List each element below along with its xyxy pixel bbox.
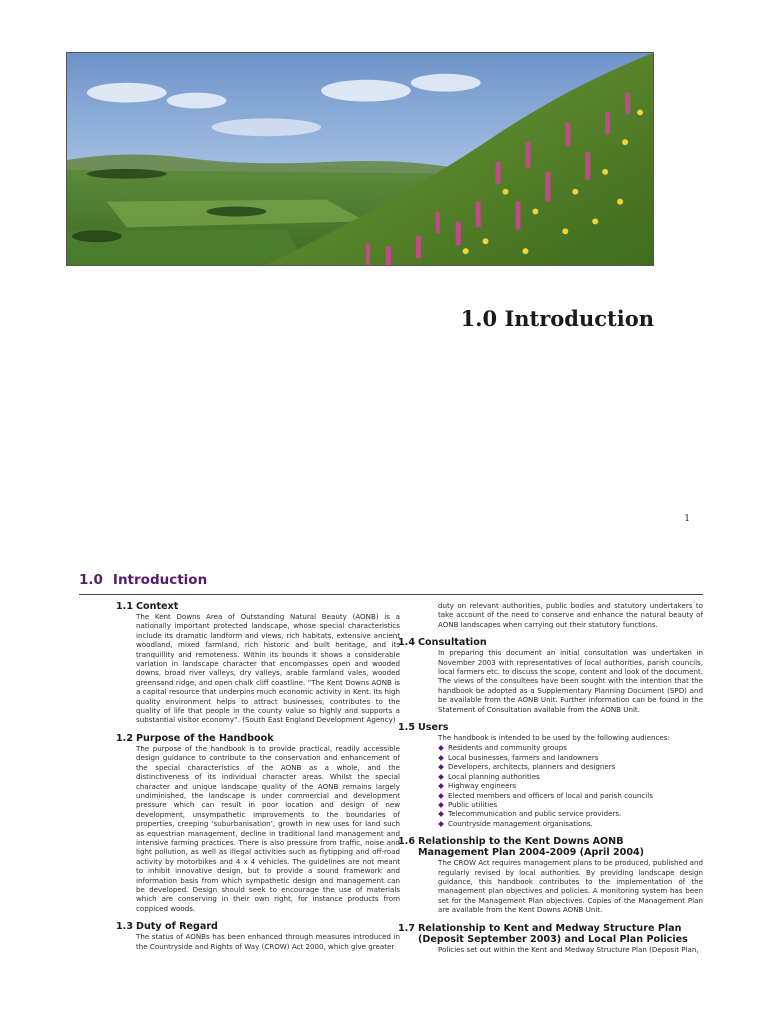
list-item: Local planning authorities (438, 772, 703, 781)
subsection-duty-of-regard (116, 921, 400, 951)
hero-landscape-image (66, 52, 654, 266)
subsection-heading: 1.6 Relationship to the Kent Downs AONB Management Plan 2004-2009 (April 2004) (398, 836, 645, 859)
list-item: Telecommunication and public service providers. (438, 809, 703, 818)
subsection-body: The purpose of the handbook is to provide practical, readily accessible design guidance to contribute to the conservation and enhancement of the special characteristics of the AONB as a whole, and the distinctiveness of its individual character areas. Whilst the special character and unique landscape quality of the AONB remains largely undiminished, the landscape is under commercial and development pressure which can result in poor location and design of new development, unsympathetic improvements to the boundaries of properties, creeping ‘suburbanisation’, growth in new uses for land such as equestrian management, decline in traditional land management and intensive farming practices. There is also pressure from traffic, noise and light pollution, as well as illegal activities such as flytipping and off-road activity by motorbikes and 4 x 4 vehicles. The guidelines are not meant to inhibit innovative design, but to provide a sound framework and information basis from which sympathetic design and management can be developed. Design should seek to encourage the use of materials which are conserving in their own right, for instance products from coppiced woods. (136, 743, 400, 913)
bullet-diamond-icon (438, 793, 444, 799)
subsection-body: The status of AONBs has been enhanced through measures introduced in the Countryside and Rights of Way (CROW) Act 2000, which give greater (136, 932, 400, 951)
users-list (438, 743, 703, 828)
subsection-heading: 1.1 Context (116, 601, 179, 612)
list-item: Developers, architects, planners and designers (438, 762, 703, 771)
subsection-heading: 1.5 Users (398, 722, 449, 734)
subsection-body: Policies set out within the Kent and Medway Structure Plan (Deposit Plan, (438, 944, 699, 954)
bullet-diamond-icon (438, 811, 444, 817)
subsection-context (116, 601, 400, 725)
left-column (116, 601, 400, 951)
list-item: Elected members and officers of local and parish councils (438, 791, 703, 800)
list-item: Local businesses, farmers and landowners (438, 753, 703, 762)
subsection-purpose (116, 733, 400, 913)
bullet-diamond-icon (438, 821, 444, 827)
subsection-heading: 1.7 Relationship to Kent and Medway Structure Plan (Deposit September 2003) and Local Plan Policies (398, 922, 688, 945)
subsection-body: The Kent Downs Area of Outstanding Natural Beauty (AONB) is a nationally important protected landscape, whose special characteristics include its dramatic landform and views, rich habitats, extensive ancient woodland, mixed farmland, rich historic and built heritage, and its tranquillity and remoteness. Within its bounds it shows a considerable variation in landscape character that encompasses open and wooded downs, broad river valleys, dry valleys, arable farmland vales, wooded greensand ridge, and open chalk cliff coastline. “The Kent Downs AONB is a capital resource that underpins much economic activity in Kent. Its high quality environment helps to attract businesses, contributes to the quality of life that people in the county value so highly and supports a substantial visitor economy”. (South East England Development Agency) (136, 612, 400, 725)
duty-continuation (418, 601, 703, 629)
bullet-diamond-icon (438, 755, 444, 761)
section-rule (79, 594, 703, 595)
landscape-photo-illustration (67, 53, 653, 265)
section-heading (79, 572, 207, 588)
users-intro: The handbook is intended to be used by the following audiences: (438, 733, 670, 743)
subsection-users (398, 722, 703, 828)
subsection-heading: 1.2 Purpose of the Handbook (116, 732, 274, 744)
subsection-management-plan (398, 836, 703, 915)
section-title: Introduction (112, 572, 208, 588)
subsection-body: In preparing this document an initial consultation was undertaken in November 2003 with representatives of local authorities, parish councils, local farmers etc. to discuss the scope, content and look of the document. The views of the consultees have been sought with the intention that the handbook be adopted as a Supplementary Planning Document (SPD) and be available from the AONB Unit. Further information can be found in the Statement of Consultation available from the AONB Unit. (438, 648, 703, 714)
bullet-diamond-icon (438, 746, 444, 752)
subsection-heading: 1.4 Consultation (398, 637, 487, 649)
list-item: Highway engineers (438, 781, 703, 790)
page-title: 1.0 Introduction (460, 306, 654, 331)
continuation-text: duty on relevant authorities, public bodies and statutory undertakers to take account of the need to conserve and enhance the natural beauty of AONB landscapes when carrying out their statutory functions. (438, 601, 703, 629)
list-item: Countryside management organisations. (438, 819, 703, 828)
subsection-structure-plan (398, 922, 703, 954)
page-number: 1 (684, 514, 690, 524)
list-item: Residents and community groups (438, 743, 703, 752)
subsection-heading: 1.3 Duty of Regard (116, 921, 218, 933)
subsection-consultation (398, 637, 703, 714)
bullet-diamond-icon (438, 783, 444, 789)
bullet-diamond-icon (438, 802, 444, 808)
section-number: 1.0 (79, 572, 103, 588)
list-item: Public utilities (438, 800, 703, 809)
bullet-diamond-icon (438, 774, 444, 780)
right-column (398, 601, 703, 954)
bullet-diamond-icon (438, 764, 444, 770)
subsection-body: The CROW Act requires management plans to be produced, published and regularly revised by local authorities. By providing landscape design guidance, this handbook contributes to the implementation of the management plan objectives and policies. A monitoring system has been set for the Management Plan objectives. Copies of the Management Plan are available from the Kent Downs AONB Unit. (438, 858, 703, 915)
